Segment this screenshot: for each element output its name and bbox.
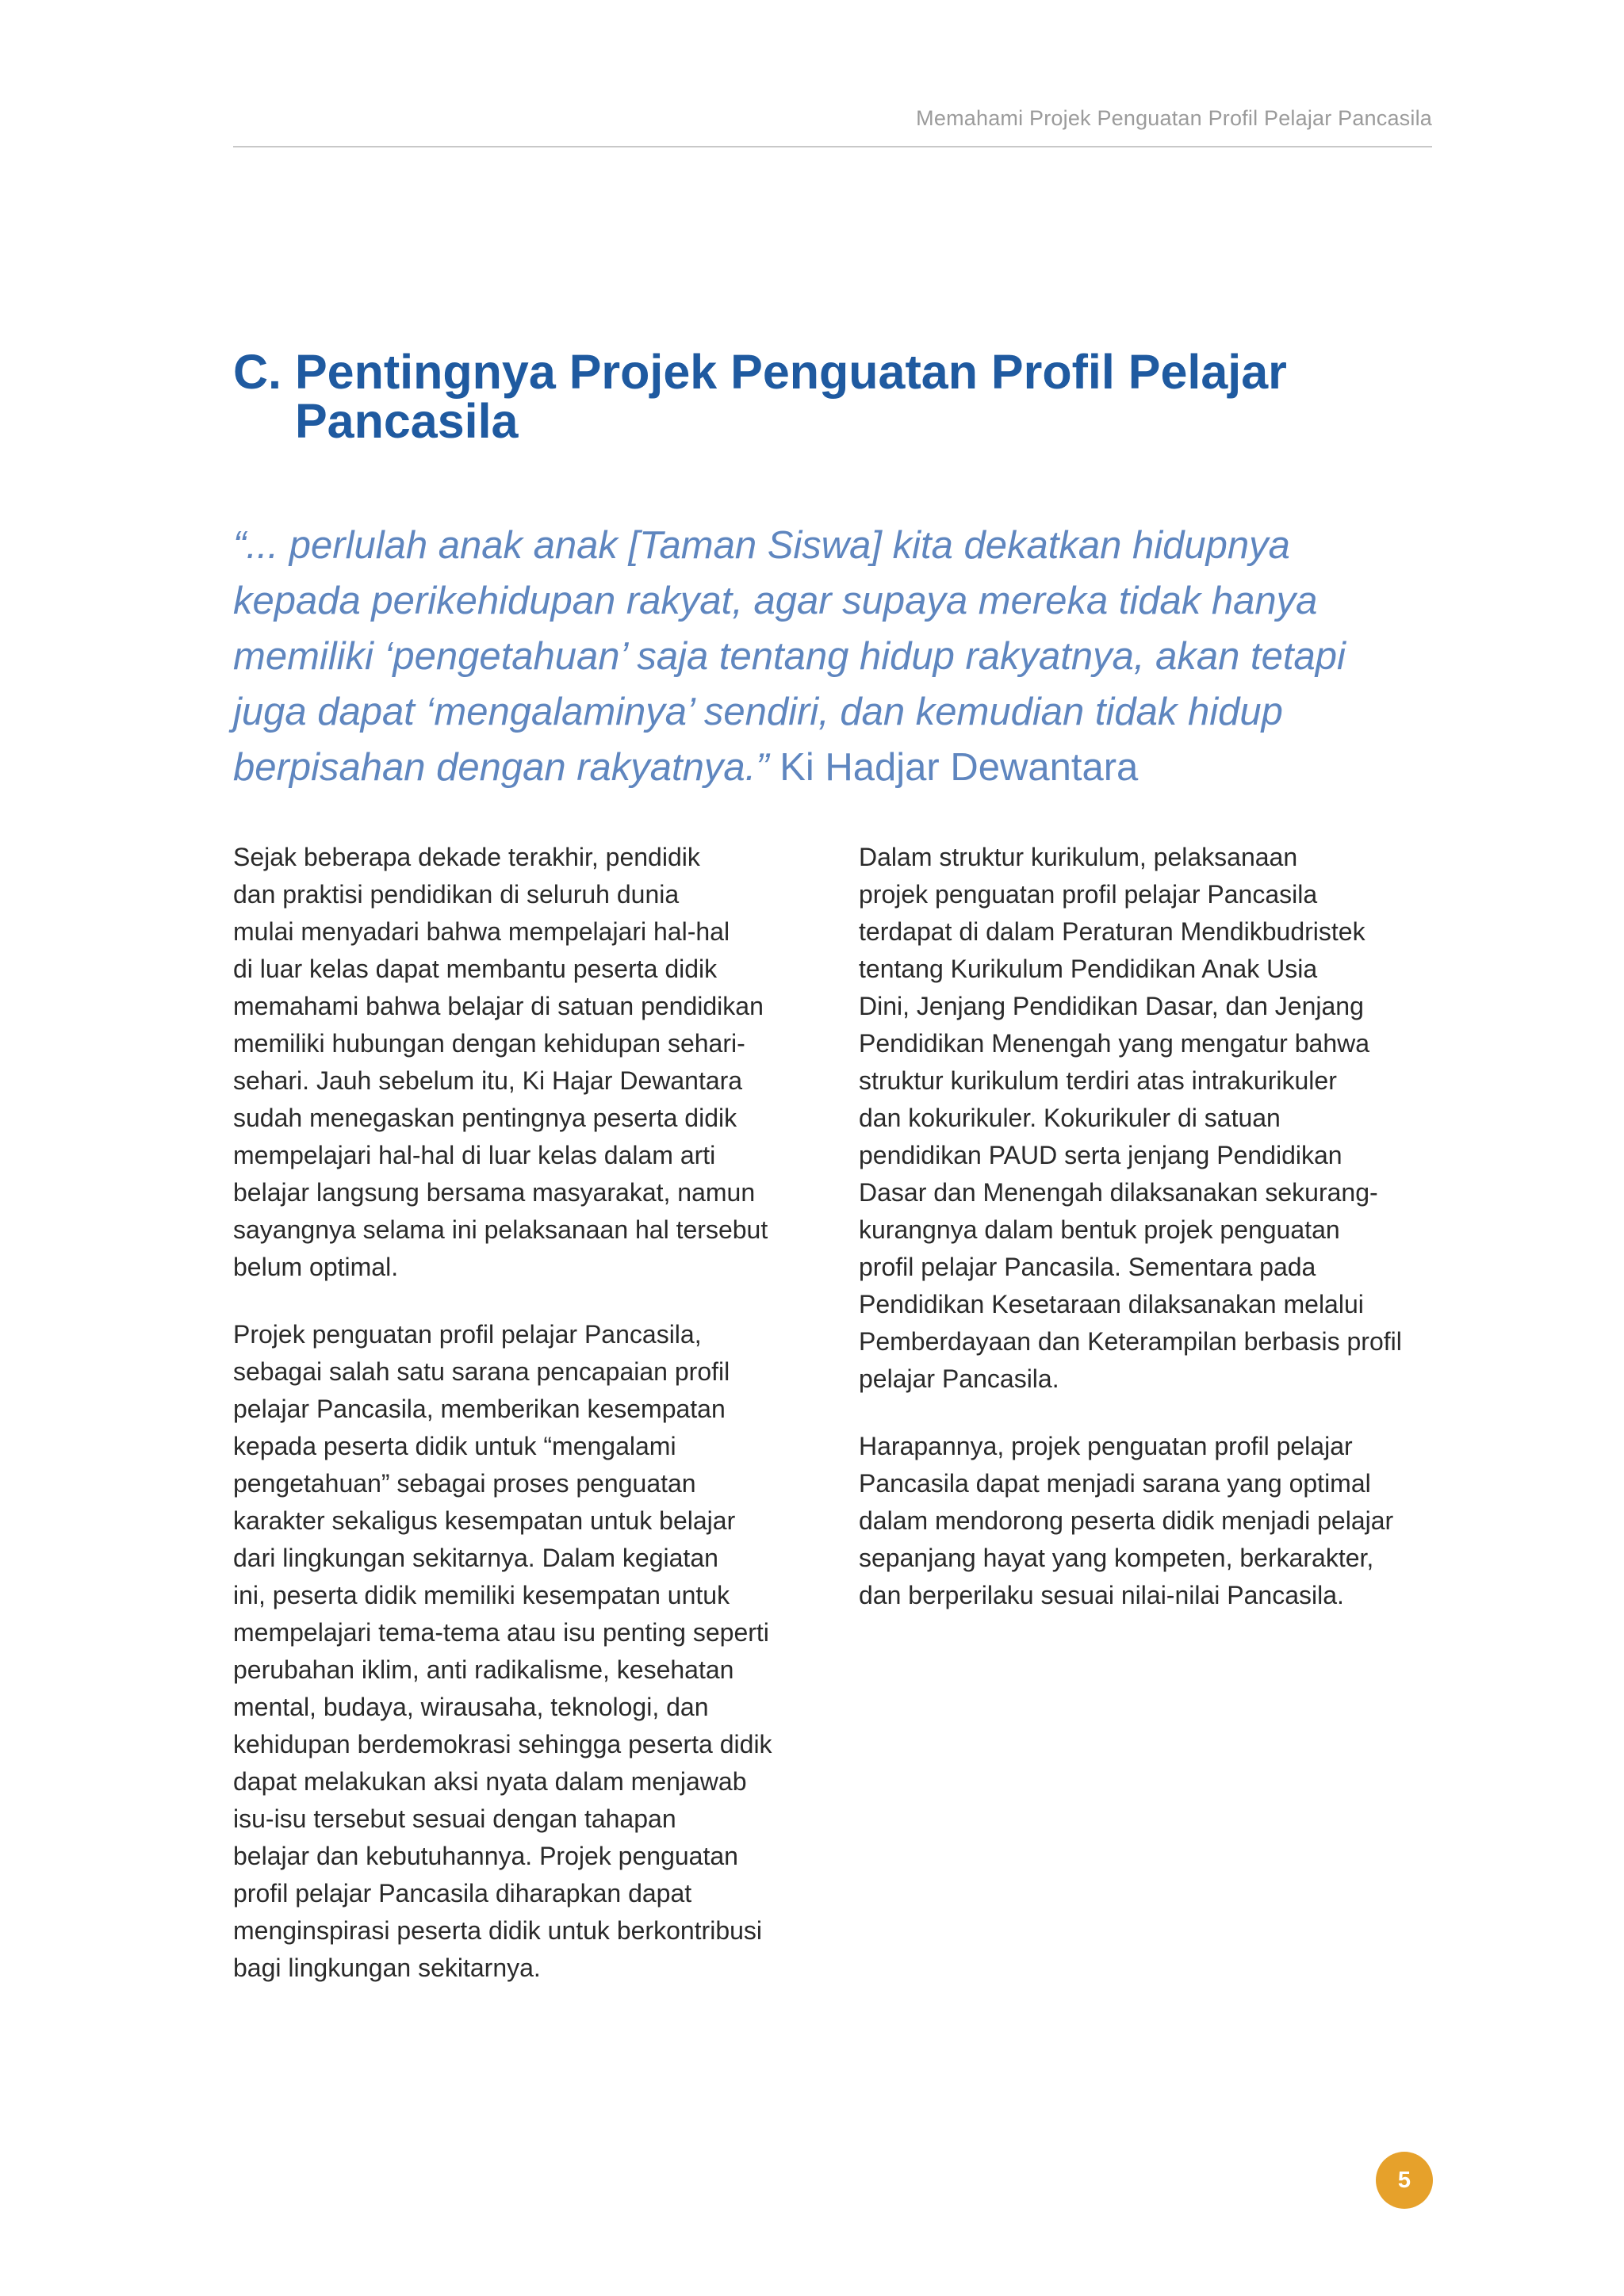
text-line: Sejak beberapa dekade terakhir, pendidik: [233, 843, 700, 871]
quote-line: “... perlulah anak anak [Taman Siswa] kita dekatkan hidupnya: [233, 524, 1290, 567]
text-line: projek penguatan profil pelajar Pancasila: [859, 880, 1318, 909]
text-line: memahami bahwa belajar di satuan pendidikan: [233, 992, 764, 1020]
text-line: Pemberdayaan dan Keterampilan berbasis profil: [859, 1327, 1402, 1356]
text-line: tentang Kurikulum Pendidikan Anak Usia: [859, 955, 1318, 983]
text-line: sayangnya selama ini pelaksanaan hal tersebut: [233, 1215, 768, 1244]
text-line: Projek penguatan profil pelajar Pancasila,: [233, 1320, 702, 1349]
text-line: dan berperilaku sesuai nilai-nilai Pancasila.: [859, 1581, 1344, 1609]
text-line: Pendidikan Menengah yang mengatur bahwa: [859, 1029, 1370, 1058]
text-line: dan kokurikuler. Kokurikuler di satuan: [859, 1104, 1281, 1132]
text-line: belajar langsung bersama masyarakat, namun: [233, 1178, 756, 1207]
text-line: sepanjang hayat yang kompeten, berkarakter,: [859, 1544, 1374, 1572]
text-line: dari lingkungan sekitarnya. Dalam kegiatan: [233, 1544, 718, 1572]
epigraph-quote: [233, 518, 1438, 795]
text-line: bagi lingkungan sekitarnya.: [233, 1954, 541, 1982]
section-title-line: Pancasila: [295, 394, 519, 448]
quote-line: juga dapat ‘mengalaminya’ sendiri, dan kemudian tidak hidup: [233, 691, 1283, 733]
text-line: kurangnya dalam bentuk projek penguatan: [859, 1215, 1340, 1244]
text-line: dalam mendorong peserta didik menjadi pelajar: [859, 1506, 1394, 1535]
text-line: pelajar Pancasila, memberikan kesempatan: [233, 1395, 726, 1423]
text-line: ini, peserta didik memiliki kesempatan untuk: [233, 1581, 730, 1609]
section-title-line: Pentingnya Projek Penguatan Profil Pelajar: [295, 345, 1287, 399]
section-heading: [233, 347, 1438, 446]
text-line: belum optimal.: [233, 1253, 399, 1281]
text-line: mental, budaya, wirausaha, teknologi, dan: [233, 1693, 709, 1721]
text-line: menginspirasi peserta didik untuk berkontribusi: [233, 1916, 763, 1945]
body-paragraph: [233, 1316, 824, 1987]
quote-author: Ki Hadjar Dewantara: [779, 746, 1139, 789]
text-line: sebagai salah satu sarana pencapaian profil: [233, 1357, 730, 1386]
body-paragraph: [233, 839, 824, 1286]
text-line: dan praktisi pendidikan di seluruh dunia: [233, 880, 680, 909]
text-line: pengetahuan” sebagai proses penguatan: [233, 1469, 696, 1498]
text-line: karakter sekaligus kesempatan untuk belajar: [233, 1506, 736, 1535]
text-line: sudah menegaskan pentingnya peserta didik: [233, 1104, 737, 1132]
text-line: dapat melakukan aksi nyata dalam menjawab: [233, 1767, 747, 1796]
text-line: memiliki hubungan dengan kehidupan sehari-: [233, 1029, 745, 1058]
text-line: mempelajari hal-hal di luar kelas dalam arti: [233, 1141, 716, 1169]
text-line: Pancasila dapat menjadi sarana yang optimal: [859, 1469, 1371, 1498]
quote-line: berpisahan dengan rakyatnya.”: [233, 746, 769, 789]
header-divider: [233, 146, 1432, 147]
text-line: Dasar dan Menengah dilaksanakan sekurang-: [859, 1178, 1378, 1207]
text-line: profil pelajar Pancasila diharapkan dapat: [233, 1879, 692, 1908]
text-line: sehari. Jauh sebelum itu, Ki Hajar Dewantara: [233, 1066, 743, 1095]
page-number: 5: [1397, 2167, 1411, 2193]
text-line: kepada peserta didik untuk “mengalami: [233, 1432, 676, 1460]
text-line: di luar kelas dapat membantu peserta didik: [233, 955, 718, 983]
text-line: profil pelajar Pancasila. Sementara pada: [859, 1253, 1316, 1281]
body-paragraph: [859, 839, 1450, 1398]
page-number-badge: [1376, 2152, 1433, 2209]
section-number: C.: [233, 345, 282, 399]
text-line: mulai menyadari bahwa mempelajari hal-hal: [233, 917, 730, 946]
quote-line: memiliki ‘pengetahuan’ saja tentang hidup rakyatnya, akan tetapi: [233, 635, 1346, 678]
text-line: Harapannya, projek penguatan profil pelajar: [859, 1432, 1353, 1460]
text-line: Dini, Jenjang Pendidikan Dasar, dan Jenjang: [859, 992, 1364, 1020]
text-line: pendidikan PAUD serta jenjang Pendidikan: [859, 1141, 1342, 1169]
text-line: mempelajari tema-tema atau isu penting seperti: [233, 1618, 769, 1647]
text-line: Dalam struktur kurikulum, pelaksanaan: [859, 843, 1298, 871]
running-header: Memahami Projek Penguatan Profil Pelajar Pancasila: [916, 106, 1432, 130]
text-line: kehidupan berdemokrasi sehingga peserta didik: [233, 1730, 772, 1758]
left-text-column: [233, 839, 824, 2017]
right-text-column: [859, 839, 1450, 1644]
text-line: struktur kurikulum terdiri atas intrakurikuler: [859, 1066, 1337, 1095]
text-line: terdapat di dalam Peraturan Mendikbudristek: [859, 917, 1365, 946]
text-line: Pendidikan Kesetaraan dilaksanakan melalui: [859, 1290, 1364, 1318]
text-line: isu-isu tersebut sesuai dengan tahapan: [233, 1804, 676, 1833]
text-line: belajar dan kebutuhannya. Projek penguatan: [233, 1842, 738, 1870]
text-line: perubahan iklim, anti radikalisme, kesehatan: [233, 1655, 734, 1684]
quote-line: kepada perikehidupan rakyat, agar supaya mereka tidak hanya: [233, 580, 1318, 622]
body-paragraph: [859, 1428, 1450, 1614]
text-line: pelajar Pancasila.: [859, 1364, 1059, 1393]
